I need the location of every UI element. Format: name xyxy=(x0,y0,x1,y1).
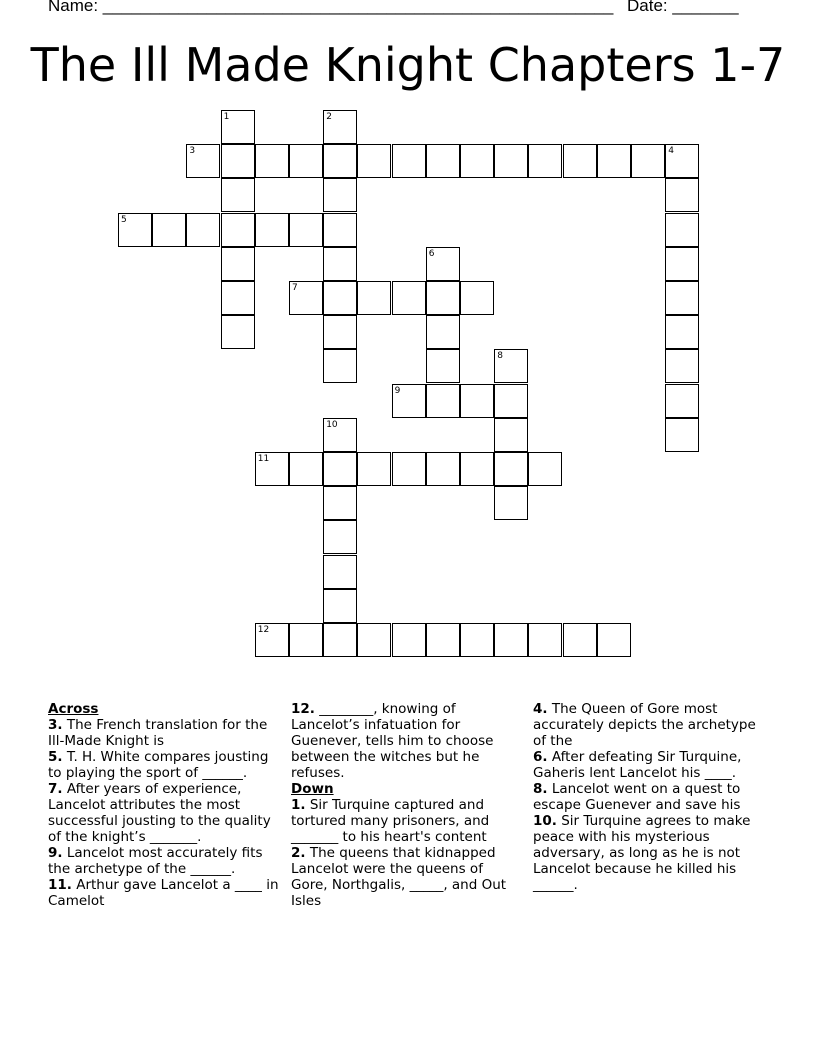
grid-cell[interactable] xyxy=(494,452,528,486)
clue-across-11: 11. Arthur gave Lancelot a ____ in Camelot xyxy=(48,877,279,909)
grid-cell[interactable] xyxy=(665,418,699,452)
grid-cell[interactable] xyxy=(118,213,152,247)
grid-cell[interactable] xyxy=(597,623,631,657)
clue-down-6: 6. After defeating Sir Turquine, Gaheris lent Lancelot his ____. xyxy=(533,749,742,781)
grid-cell[interactable] xyxy=(494,486,528,520)
clue-down-4: 4. The Queen of Gore most accurately depicts the archetype of the xyxy=(533,701,756,749)
grid-cell[interactable] xyxy=(323,589,357,623)
grid-cell[interactable] xyxy=(392,281,426,315)
grid-cell[interactable] xyxy=(255,144,289,178)
grid-cell[interactable] xyxy=(221,213,255,247)
grid-cell[interactable] xyxy=(186,213,220,247)
clue-number: 1 xyxy=(223,112,230,122)
grid-cell[interactable] xyxy=(665,349,699,383)
name-field[interactable]: Name: ______________________________________________________ xyxy=(48,0,614,15)
grid-cell[interactable] xyxy=(631,144,665,178)
grid-cell[interactable] xyxy=(323,213,357,247)
clues-column-1 xyxy=(48,701,284,909)
clues-column-2 xyxy=(291,701,513,909)
grid-cell[interactable] xyxy=(563,623,597,657)
grid-cell[interactable] xyxy=(426,144,460,178)
grid-cell[interactable] xyxy=(357,281,391,315)
clue-across-5: 5. T. H. White compares jousting to playing the sport of ______. xyxy=(48,749,269,781)
clue-number: 5 xyxy=(121,214,127,225)
grid-cell[interactable] xyxy=(186,144,220,178)
grid-cell[interactable] xyxy=(665,315,699,349)
grid-cell[interactable] xyxy=(528,144,562,178)
grid-cell[interactable] xyxy=(460,144,494,178)
grid-cell[interactable] xyxy=(426,247,460,281)
grid-cell[interactable] xyxy=(323,486,357,520)
grid-cell[interactable] xyxy=(289,452,323,486)
clue-number: 10 xyxy=(326,419,338,430)
clue-number: 7 xyxy=(292,283,298,293)
grid-cell[interactable] xyxy=(289,623,323,657)
grid-cell[interactable] xyxy=(460,623,494,657)
grid-cell[interactable] xyxy=(528,623,562,657)
grid-cell[interactable] xyxy=(221,110,255,144)
grid-cell[interactable] xyxy=(289,281,323,315)
grid-cell[interactable] xyxy=(221,281,255,315)
grid-cell[interactable] xyxy=(221,315,255,349)
clue-down-2: 2. The queens that kidnapped Lancelot were the queens of Gore, Northgalis, _____, and Out Isles xyxy=(291,845,507,909)
grid-cell[interactable] xyxy=(392,384,426,418)
grid-cell[interactable] xyxy=(597,144,631,178)
grid-cell[interactable] xyxy=(426,315,460,349)
grid-cell[interactable] xyxy=(152,213,186,247)
grid-cell[interactable] xyxy=(323,178,357,212)
grid-cell[interactable] xyxy=(494,418,528,452)
grid-cell[interactable] xyxy=(528,452,562,486)
clue-number: 2 xyxy=(326,112,332,122)
grid-cell[interactable] xyxy=(323,349,357,383)
grid-cell[interactable] xyxy=(323,520,357,554)
grid-cell[interactable] xyxy=(426,384,460,418)
clue-down-1: 1. Sir Turquine captured and tortured many prisoners, and _______ to his heart's content xyxy=(291,797,490,845)
clue-across-3: 3. The French translation for the Ill-Made Knight is xyxy=(48,717,268,749)
clue-number: 12 xyxy=(257,625,270,635)
grid-cell[interactable] xyxy=(494,144,528,178)
grid-cell[interactable] xyxy=(221,247,255,281)
grid-cell[interactable] xyxy=(323,452,357,486)
grid-cell[interactable] xyxy=(460,384,494,418)
clue-across-7: 7. After years of experience, Lancelot attributes the most successful jousting to the quality of the knight’s _______. xyxy=(48,781,271,845)
grid-cell[interactable] xyxy=(665,281,699,315)
clue-down-8: 8. Lancelot went on a quest to escape Guenever and save his xyxy=(533,781,741,813)
grid-cell[interactable] xyxy=(323,315,357,349)
clue-down-10: 10. Sir Turquine agrees to make peace with his mysterious adversary, as long as he is not Lancelot because he killed his ______. xyxy=(533,813,751,893)
grid-cell[interactable] xyxy=(665,384,699,418)
grid-cell[interactable] xyxy=(323,418,357,452)
grid-cell[interactable] xyxy=(665,247,699,281)
clue-across-12: 12. ________, knowing of Lancelot’s infatuation for Guenever, tells him to choose between the witches but he refuses. xyxy=(291,701,494,781)
grid-cell[interactable] xyxy=(563,144,597,178)
grid-cell[interactable] xyxy=(426,452,460,486)
across-heading: Across xyxy=(48,701,99,717)
clue-number: 9 xyxy=(394,385,401,396)
grid-cell[interactable] xyxy=(221,144,255,178)
grid-cell[interactable] xyxy=(357,144,391,178)
grid-cell[interactable] xyxy=(392,144,426,178)
grid-cell[interactable] xyxy=(665,178,699,212)
clue-number: 11 xyxy=(257,454,270,464)
grid-cell[interactable] xyxy=(665,144,699,178)
clue-number: 3 xyxy=(189,146,196,157)
grid-cell[interactable] xyxy=(221,178,255,212)
grid-cell[interactable] xyxy=(392,452,426,486)
grid-cell[interactable] xyxy=(494,384,528,418)
grid-cell[interactable] xyxy=(323,144,357,178)
grid-cell[interactable] xyxy=(255,213,289,247)
grid-cell[interactable] xyxy=(289,213,323,247)
grid-cell[interactable] xyxy=(426,623,460,657)
grid-cell[interactable] xyxy=(323,281,357,315)
grid-cell[interactable] xyxy=(460,281,494,315)
clue-number: 6 xyxy=(428,248,435,259)
grid-cell[interactable] xyxy=(665,213,699,247)
grid-cell[interactable] xyxy=(426,281,460,315)
grid-cell[interactable] xyxy=(323,555,357,589)
date-field[interactable]: Date: _______ xyxy=(627,0,739,15)
grid-cell[interactable] xyxy=(392,623,426,657)
down-heading: Down xyxy=(291,781,334,797)
grid-cell[interactable] xyxy=(255,623,289,657)
grid-cell[interactable] xyxy=(494,623,528,657)
grid-cell[interactable] xyxy=(494,349,528,383)
grid-cell[interactable] xyxy=(323,247,357,281)
grid-cell[interactable] xyxy=(289,144,323,178)
grid-cell[interactable] xyxy=(357,452,391,486)
clue-number: 8 xyxy=(497,351,503,362)
grid-cell[interactable] xyxy=(426,349,460,383)
grid-cell[interactable] xyxy=(323,623,357,657)
clues-column-3 xyxy=(533,701,773,893)
grid-cell[interactable] xyxy=(323,110,357,144)
clue-number: 4 xyxy=(668,146,674,157)
grid-cell[interactable] xyxy=(357,623,391,657)
grid-cell[interactable] xyxy=(255,452,289,486)
page-title: The Ill Made Knight Chapters 1-7 xyxy=(30,38,786,92)
grid-cell[interactable] xyxy=(460,452,494,486)
clue-across-9: 9. Lancelot most accurately fits the archetype of the ______. xyxy=(48,845,263,877)
